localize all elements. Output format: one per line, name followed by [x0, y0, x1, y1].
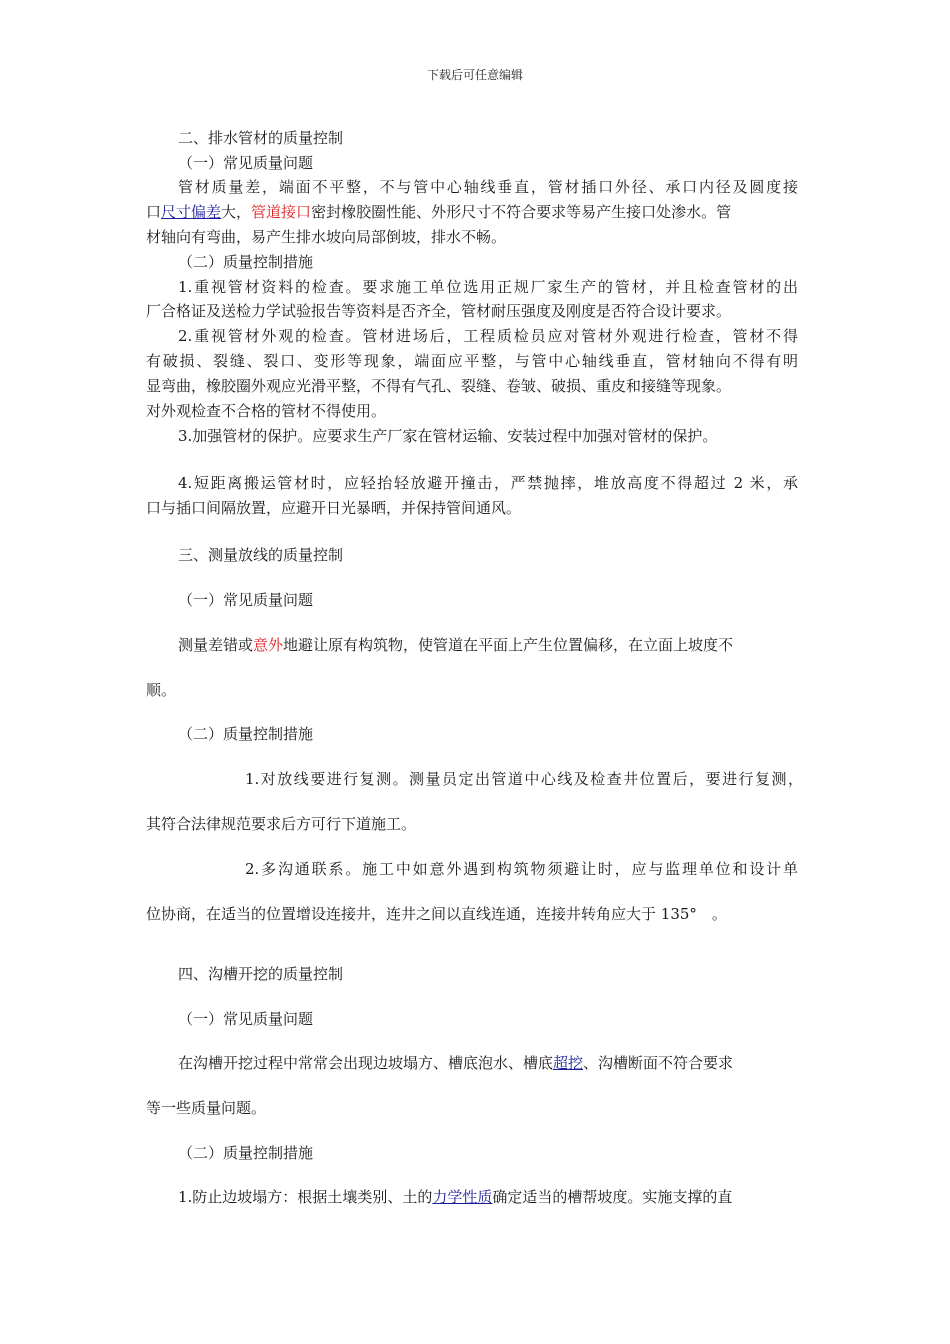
highlight-accident: 意外 — [253, 636, 284, 654]
subsection-title: （一）常见质量问题 — [178, 1010, 314, 1028]
text-fragment: 口 — [146, 203, 162, 221]
paragraph-line: 3.加强管材的保护。应要求生产厂家在管材运输、安装过程中加强对管材的保护。 — [178, 427, 718, 445]
paragraph-line: 材轴向有弯曲，易产生排水坡向局部倒坡，排水不畅。 — [146, 228, 507, 246]
text-fragment: 在沟槽开挖过程中常常会出现边坡塌方、槽底泡水、槽底 — [178, 1054, 554, 1072]
link-overexcavation[interactable]: 超挖 — [553, 1054, 584, 1072]
text-fragment: 确定适当的槽帮坡度。实施支撑的直 — [492, 1188, 733, 1206]
paragraph-line: 有破损、裂缝、裂口、变形等现象，端面应平整，与管中心轴线垂直，管材轴向不得有明 — [146, 352, 798, 370]
paragraph-line: 2.多沟通联系。施工中如意外遇到构筑物须避让时，应与监理单位和设计单 — [245, 860, 798, 878]
paragraph-line — [146, 202, 731, 222]
section-title: 二、排水管材的质量控制 — [178, 129, 344, 147]
subsection-title: （二）质量控制措施 — [178, 725, 314, 743]
section-title: 三、测量放线的质量控制 — [178, 546, 344, 564]
paragraph-line: 口与插口间隔放置，应避开日光暴晒，并保持管间通风。 — [146, 499, 522, 517]
subsection-title: （一）常见质量问题 — [178, 154, 314, 172]
section-title: 四、沟槽开挖的质量控制 — [178, 965, 344, 983]
paragraph-line: 位协商，在适当的位置增设连接井，连井之间以直线连通，连接井转角应大于 135° 。 — [146, 905, 727, 923]
paragraph-line: 显弯曲，橡胶圈外观应光滑平整，不得有气孔、裂缝、卷皱、破损、重皮和接缝等现象。 — [146, 377, 732, 395]
paragraph-line — [178, 635, 733, 655]
paragraph-line: 1.对放线要进行复测。测量员定出管道中心线及检查井位置后，要进行复测， — [245, 770, 803, 788]
highlight-pipe-joint: 管道接口 — [251, 203, 312, 221]
text-fragment: 1.防止边坡塌方：根据土壤类别、土的 — [178, 1188, 433, 1206]
page-header: 下载后可任意编辑 — [426, 68, 523, 82]
paragraph-line: 对外观检查不合格的管材不得使用。 — [146, 402, 387, 420]
paragraph-line — [178, 1053, 733, 1073]
paragraph-line: 等一些质量问题。 — [146, 1099, 267, 1117]
subsection-title: （一）常见质量问题 — [178, 591, 314, 609]
paragraph-line: 顺。 — [146, 681, 177, 699]
link-dimension-deviation[interactable]: 尺寸偏差 — [161, 203, 222, 221]
paragraph-line: 4.短距离搬运管材时，应轻抬轻放避开撞击，严禁抛摔，堆放高度不得超过 2 米，承 — [178, 474, 798, 492]
text-fragment: 地避让原有构筑物，使管道在平面上产生位置偏移，在立面上坡度不 — [283, 636, 734, 654]
link-mechanical-properties[interactable]: 力学性质 — [432, 1188, 493, 1206]
text-fragment: 大， — [221, 203, 252, 221]
text-fragment: 密封橡胶圈性能、外形尺寸不符合要求等易产生接口处渗水。管 — [311, 203, 732, 221]
paragraph-line: 1.重视管材资料的检查。要求施工单位选用正规厂家生产的管材，并且检查管材的出 — [178, 278, 798, 296]
paragraph-line — [178, 1187, 732, 1207]
subsection-title: （二）质量控制措施 — [178, 253, 314, 271]
text-fragment: 、沟槽断面不符合要求 — [583, 1054, 734, 1072]
subsection-title: （二）质量控制措施 — [178, 1144, 314, 1162]
text-fragment: 测量差错或 — [178, 636, 254, 654]
paragraph-line: 厂合格证及送检力学试验报告等资料是否齐全，管材耐压强度及刚度是否符合设计要求。 — [146, 302, 732, 320]
paragraph-line: 管材质量差，端面不平整，不与管中心轴线垂直，管材插口外径、承口内径及圆度接 — [178, 178, 798, 196]
paragraph-line: 2.重视管材外观的检查。管材进场后，工程质检员应对管材外观进行检查，管材不得 — [178, 327, 798, 345]
paragraph-line: 其符合法律规范要求后方可行下道施工。 — [146, 815, 417, 833]
